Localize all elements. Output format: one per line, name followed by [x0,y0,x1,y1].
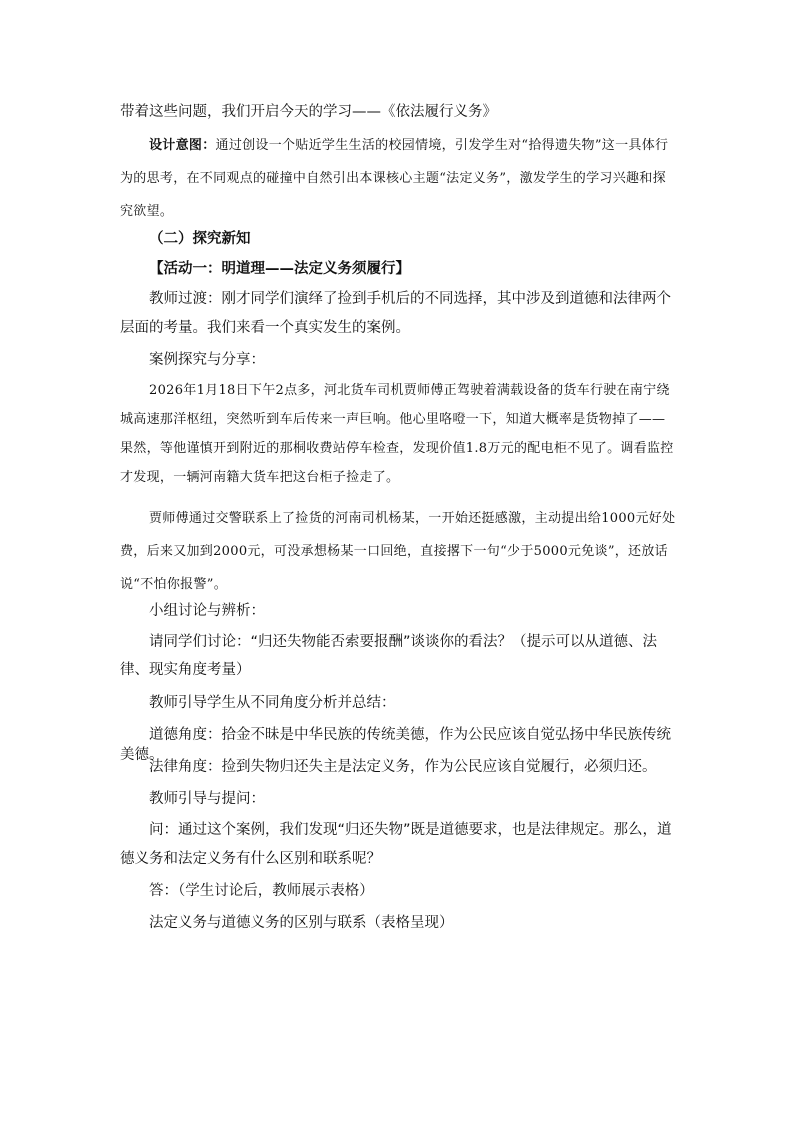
design-intent-label: 设计意图： [149,138,216,153]
case-heading: 案例探究与分享： [149,352,265,368]
intro-paragraph: 带着这些问题，我们开启今天的学习——《依法履行义务》 [120,104,497,120]
guide-question-heading: 教师引导与提问： [149,791,265,807]
discussion-prompt: 请同学们讨论：“归还失物能否索要报酬”谈谈你的看法？（提示可以从道德、法律、现实角度考量） [120,634,658,678]
section-title: （二）探究新知 [149,231,251,247]
teacher-transition: 教师过渡：刚才同学们演绎了捡到手机后的不同选择，其中涉及到道德和法律两个层面的考量。我们来看一个真实发生的案例。 [120,291,671,336]
answer-paragraph: 答：（学生讨论后，教师展示表格） [149,883,374,899]
design-intent-paragraph [120,129,676,228]
guide-summary-heading: 教师引导学生从不同角度分析并总结： [149,695,396,711]
case-paragraph-2: 贾师傅通过交警联系上了捡货的河南司机杨某，一开始还挺感激，主动提出给1000元好处费，后来又加到2000元，可没承想杨某一口回绝，直接撂下一句“少于5000元免谈”，还放话说“不怕你报警”。 [120,511,676,592]
question-paragraph: 问：通过这个案例，我们发现“归还失物”既是道德要求，也是法律规定。那么，道德义务和法定义务有什么区别和联系呢？ [120,822,672,867]
group-discussion-heading: 小组讨论与辨析： [149,603,265,619]
moral-perspective: 道德角度：拾金不昧是中华民族的传统美德，作为公民应该自觉弘扬中华民族传统美德。 [120,727,671,763]
design-intent-text: 通过创设一个贴近学生生活的校园情境，引发学生对“拾得遗失物”这一具体行为的思考，在不同观点的碰撞中自然引出本课核心主题“法定义务”，激发学生的学习兴趣和探究欲望。 [120,138,669,219]
activity-title: 【活动一：明道理——法定义务须履行】 [149,261,410,277]
legal-perspective: 法律角度：捡到失物归还失主是法定义务，作为公民应该自觉履行，必须归还。 [149,759,657,775]
table-caption: 法定义务与道德义务的区别与联系（表格呈现） [149,915,454,931]
case-paragraph-1: 2026年1月18日下午2点多，河北货车司机贾师傅正驾驶着满载设备的货车行驶在南宁绕城高速那洋枢纽，突然听到车后传来一声巨响。他心里咯噔一下，知道大概率是货物掉了——果然，等他谨慎开到附近的那桐收费站停车检查，发现价值1.8万元的配电柜不见了。调看监控才发现，一辆河南籍大货车把这台柜子捡走了。 [120,383,674,485]
